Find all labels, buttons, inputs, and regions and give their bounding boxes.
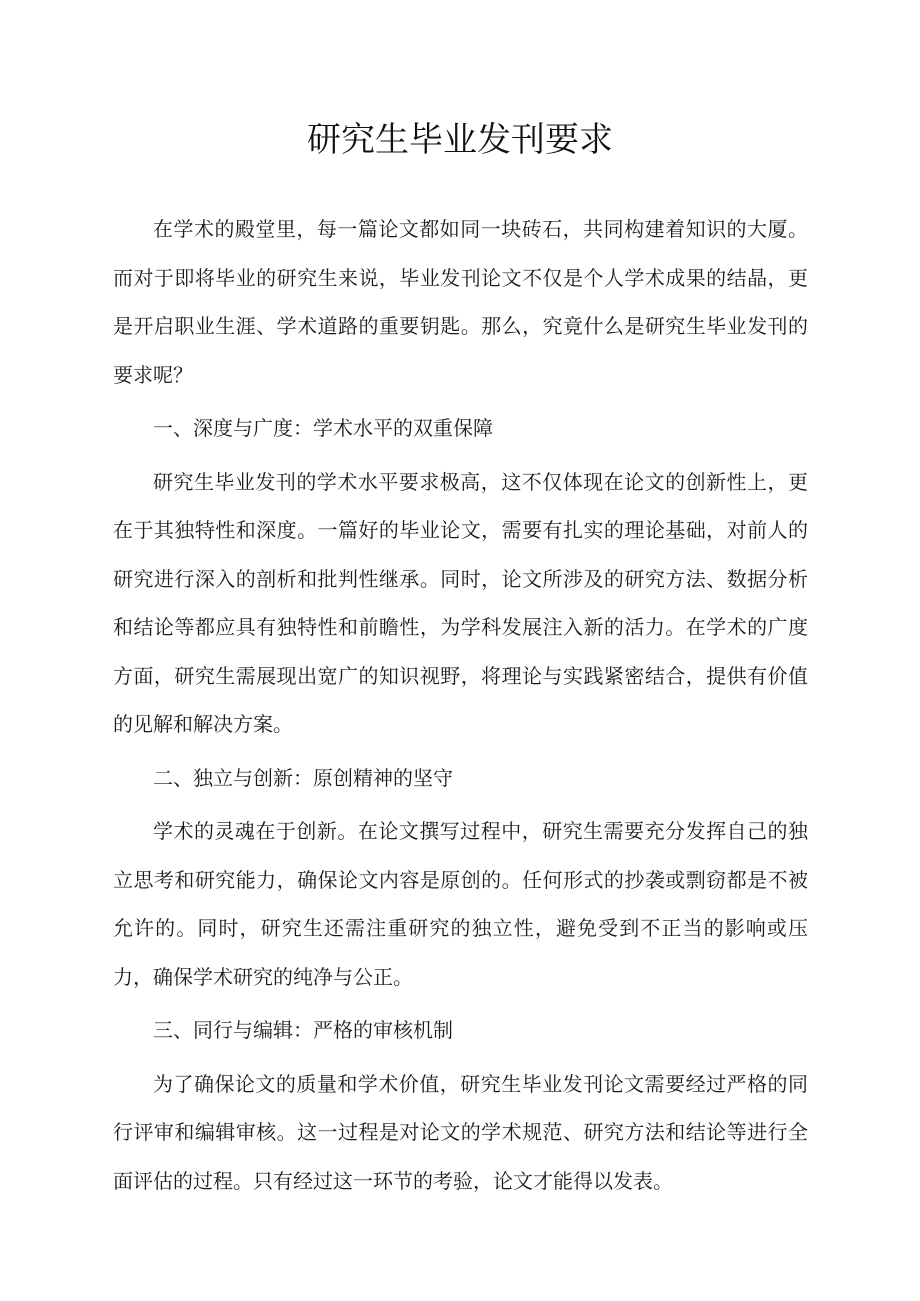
intro-paragraph: 在学术的殿堂里，每一篇论文都如同一块砖石，共同构建着知识的大厦。而对于即将毕业的研究生来说，毕业发刊论文不仅是个人学术成果的结晶，更是开启职业生涯、学术道路的重要钥匙。那么，究竟什么是研究生毕业发刊的要求呢？ (113, 217, 808, 387)
page-title: 研究生毕业发刊要求 (307, 120, 613, 160)
section-body-1: 研究生毕业发刊的学术水平要求极高，这不仅体现在论文的创新性上，更在于其独特性和深度。一篇好的毕业论文，需要有扎实的理论基础，对前人的研究进行深入的剖析和批判性继承。同时，论文所涉及的研究方法、数据分析和结论等都应具有独特性和前瞻性，为学科发展注入新的活力。在学术的广度方面，研究生需展现出宽广的知识视野，将理论与实践紧密结合，提供有价值的见解和解决方案。 (113, 469, 808, 736)
section-body-3: 为了确保论文的质量和学术价值，研究生毕业发刊论文需要经过严格的同行评审和编辑审核。这一过程是对论文的学术规范、研究方法和结论等进行全面评估的过程。只有经过这一环节的考验，论文才能得以发表。 (113, 1071, 808, 1193)
section-heading-3: 三、同行与编辑：严格的审核机制 (153, 1018, 453, 1042)
section-body-2: 学术的灵魂在于创新。在论文撰写过程中，研究生需要充分发挥自己的独立思考和研究能力，确保论文内容是原创的。任何形式的抄袭或剽窃都是不被允许的。同时，研究生还需注重研究的独立性，避免受到不正当的影响或压力，确保学术研究的纯净与公正。 (113, 819, 808, 989)
section-heading-2: 二、独立与创新：原创精神的坚守 (153, 765, 453, 790)
document-body (113, 205, 808, 1210)
section-heading-1: 一、深度与广度：学术水平的双重保障 (153, 416, 493, 440)
